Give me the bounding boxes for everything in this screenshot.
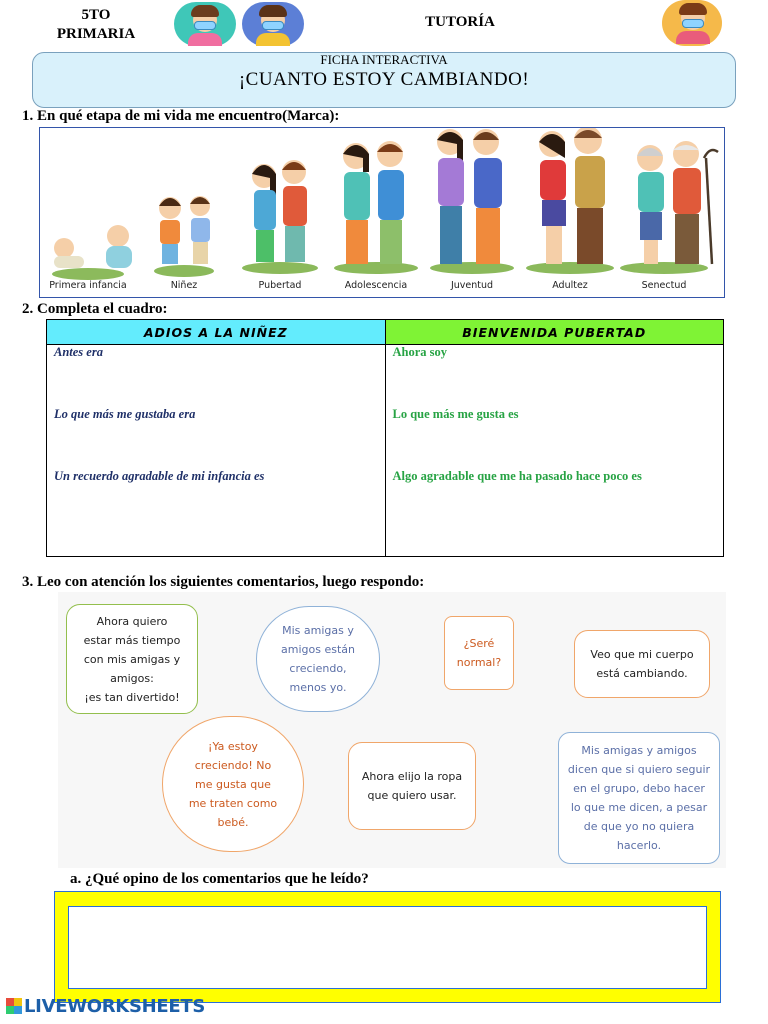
life-stages-illustration[interactable] <box>39 127 725 298</box>
answer-textarea[interactable] <box>69 907 706 988</box>
grade-label <box>40 6 152 44</box>
question-3a-title: a. ¿Qué opino de los comentarios que he leído? <box>70 871 369 887</box>
comment-bubble-6 <box>348 742 476 830</box>
grade-line1: 5TO <box>81 7 111 23</box>
comments-illustration <box>58 592 726 868</box>
right-prompt-2: Lo que más me gusta es <box>392 407 519 421</box>
left-column-header: ADIOS A LA NIÑEZ <box>47 320 386 345</box>
answer-box[interactable] <box>68 906 707 989</box>
banner-title: ¡CUANTO ESTOY CAMBIANDO! <box>238 69 530 90</box>
stage-label-ninez: Niñez <box>170 280 198 291</box>
footer-brand-text: LIVEWORKSHEETS <box>24 995 206 1017</box>
right-answer-cell[interactable] <box>385 345 724 557</box>
comment-bubble-7 <box>558 732 720 864</box>
stage-label-adolescencia: Adolescencia <box>344 280 408 291</box>
right-prompt-3: Algo agradable que me ha pasado hace poco es <box>392 469 642 483</box>
left-answer-cell[interactable] <box>47 345 386 557</box>
comment-text-5: ¡Ya estoy creciendo! No me gusta que me traten como bebé. <box>188 739 278 829</box>
girl-avatar-icon <box>174 2 236 46</box>
stage-label-primera-infancia: Primera infancia <box>49 280 127 291</box>
comment-bubble-3 <box>444 616 514 690</box>
comment-text-4: Veo que mi cuerpo está cambiando. <box>590 648 694 680</box>
footer-brand[interactable] <box>6 995 205 1017</box>
left-prompt-2: Lo que más me gustaba era <box>54 407 196 421</box>
stage-label-pubertad: Pubertad <box>258 280 302 291</box>
comment-text-2: Mis amigas y amigos están creciendo, menos yo. <box>281 624 355 694</box>
life-stages-figure <box>40 128 725 298</box>
left-prompt-3: Un recuerdo agradable de mi infancia es <box>54 469 265 483</box>
teacher-avatar-icon <box>662 0 722 46</box>
stage-label-juventud: Juventud <box>450 280 494 291</box>
title-banner <box>32 52 736 108</box>
comment-bubble-2 <box>256 606 380 712</box>
question-2-title: 2. Completa el cuadro: <box>22 301 168 317</box>
stage-label-adultez: Adultez <box>552 280 588 291</box>
comparison-table <box>46 319 724 557</box>
subject-label: TUTORÍA <box>425 14 495 30</box>
stage-label-senectud: Senectud <box>641 280 687 291</box>
comment-text-1: Ahora quiero estar más tiempo con mis amigas y amigos: ¡es tan divertido! <box>83 614 181 704</box>
comment-text-3: ¿Seré normal? <box>456 637 502 669</box>
comment-bubble-5 <box>162 716 304 852</box>
comment-bubble-4 <box>574 630 710 698</box>
question-1-title: 1. En qué etapa de mi vida me encuentro(Marca): <box>22 108 340 124</box>
comment-bubble-1 <box>66 604 198 714</box>
boy-avatar-icon <box>242 2 304 46</box>
left-prompt-1: Antes era <box>54 345 103 359</box>
comment-text-7: Mis amigas y amigos dicen que si quiero seguir en el grupo, debo hacer lo que me dicen, a pesar de que yo no quiera hacerlo. <box>567 744 711 852</box>
banner-subtitle: FICHA INTERACTIVA <box>320 52 448 67</box>
liveworksheets-logo-icon <box>6 998 22 1014</box>
grade-line2: PRIMARIA <box>56 26 136 42</box>
question-3-title: 3. Leo con atención los siguientes comentarios, luego respondo: <box>22 574 425 590</box>
right-column-header: BIENVENIDA PUBERTAD <box>385 320 724 345</box>
right-prompt-1: Ahora soy <box>392 345 448 359</box>
comment-text-6: Ahora elijo la ropa que quiero usar. <box>361 770 463 802</box>
